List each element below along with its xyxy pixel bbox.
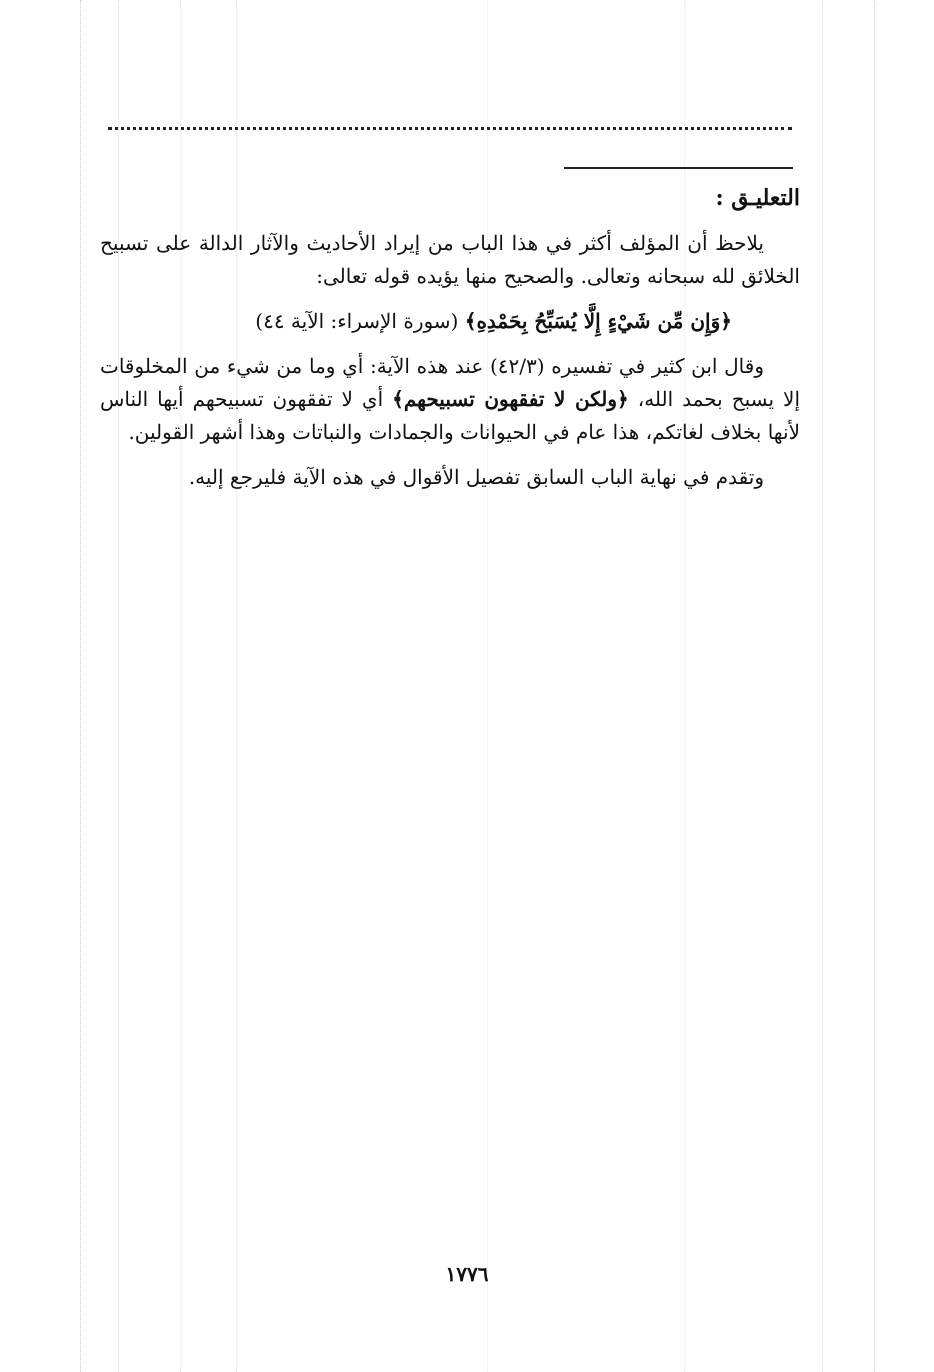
commentary-section [100,182,800,506]
dotted-divider [108,127,792,130]
closing-paragraph: وتقدم في نهاية الباب السابق تفصيل الأقوال في هذه الآية فليرجع إليه. [188,465,764,489]
intro-paragraph: يلاحظ أن المؤلف أكثر في هذا الباب من إيراد الأحاديث والآثار الدالة على تسبيح الخلائق لله سبحانه وتعالى. والصحيح منها يؤيده قوله تعالى: [100,231,800,288]
quran-verse: ﴿وَإِن مِّن شَيْءٍ إِلَّا يُسَبِّحُ بِحَمْدِهِ﴾ [464,309,732,333]
page-number: ١٧٧٦ [445,1262,489,1286]
tafsir-quran-quote: ﴿ولكن لا تفقهون تسبيحهم﴾ [392,387,629,411]
verse-line [100,305,800,338]
section-heading: التعليـق : [715,185,800,211]
tafsir-intro: وقال ابن كثير في تفسيره (٤٢/٣) عند هذه الآية: أي وما من شيء من المخلوقات إلا يسبح بحمد الله، [100,354,801,411]
scan-artifact-line [874,0,875,1372]
section-rule [564,167,793,169]
scan-artifact-line [822,0,823,1372]
scan-artifact-line [80,0,81,1372]
tafsir-paragraph [100,350,800,449]
verse-reference: (سورة الإسراء: الآية ٤٤) [255,309,459,333]
tafsir-rest: أي لا تفقهون تسبيحهم أيها الناس لأنها بخلاف لغاتكم، هذا عام في الحيوانات والجمادات والنباتات وهذا أشهر القولين. [100,387,800,444]
